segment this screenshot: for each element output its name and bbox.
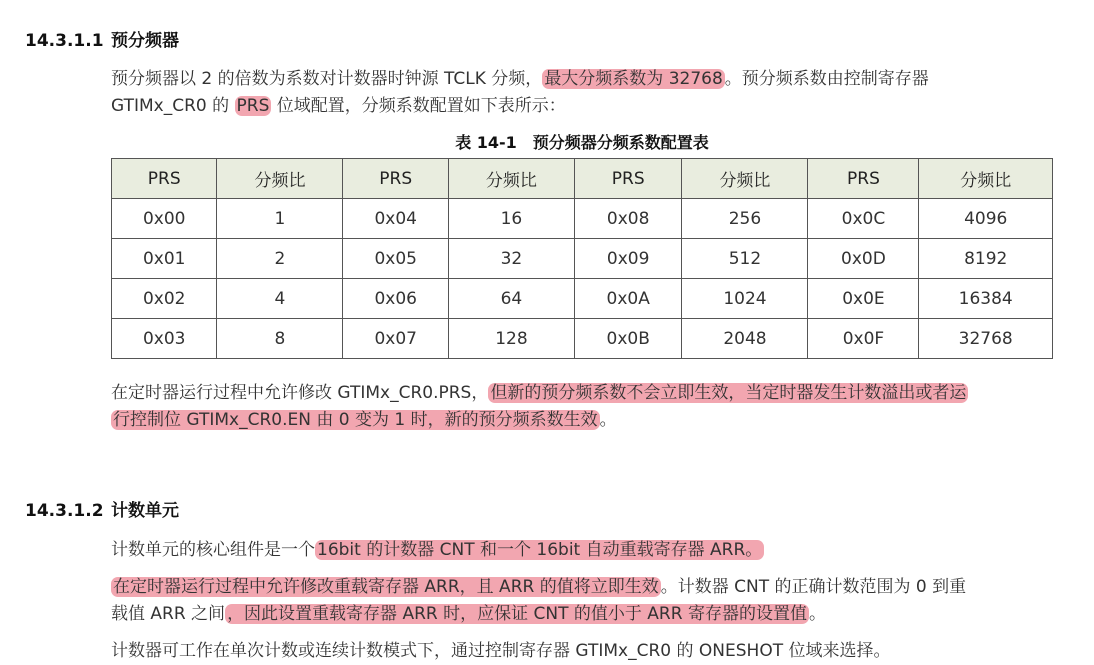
- header-cell: PRS: [343, 159, 448, 199]
- table-row: [112, 239, 1053, 279]
- text-run: 。计数器 CNT 的正确计数范围为 0 到重: [660, 577, 967, 597]
- highlight-run: ，因此设置重载寄存器 ARR 时，应保证 CNT 的值小于 ARR 寄存器的设置值: [227, 604, 807, 624]
- table-cell: 0x0A: [574, 279, 682, 319]
- table-cell: 0x0B: [574, 319, 682, 359]
- table-cell: 512: [682, 239, 808, 279]
- table-cell: 4096: [919, 199, 1053, 239]
- text-run: 位域配置，分频系数配置如下表所示：: [271, 96, 566, 116]
- table-cell: 8: [217, 319, 343, 359]
- section-title: 预分频器: [111, 31, 179, 51]
- table-cell: 0x0D: [808, 239, 919, 279]
- text-run: 预分频器以 2 的倍数为系数对计数器时钟源 TCLK 分频，: [111, 69, 543, 89]
- table-cell: 128: [448, 319, 574, 359]
- table-header-row: [112, 159, 1053, 199]
- highlight-run: 但新的预分频系数不会立即生效，当定时器发生计数溢出或者运: [490, 383, 967, 403]
- table-row: [112, 319, 1053, 359]
- text-run: GTIMx_CR0 的: [111, 96, 235, 116]
- header-cell: PRS: [112, 159, 217, 199]
- table-cell: 256: [682, 199, 808, 239]
- prescaler-table: [111, 158, 1053, 359]
- text-run: 在定时器运行过程中允许修改 GTIMx_CR0.PRS，: [111, 383, 489, 403]
- section-title: 计数单元: [111, 501, 179, 521]
- table-cell: 8192: [919, 239, 1053, 279]
- header-cell: 分频比: [919, 159, 1053, 199]
- counter-arr-paragraph: [111, 574, 1061, 628]
- highlight-run: PRS: [236, 96, 270, 116]
- table-cell: 16: [448, 199, 574, 239]
- highlight-run: 16bit 的计数器 CNT 和一个 16bit 自动重载寄存器 ARR。: [317, 540, 763, 560]
- highlight-run: 行控制位 GTIMx_CR0.EN 由 0 变为 1 时，新的预分频系数生效: [113, 410, 598, 430]
- counter-mode-paragraph: [111, 638, 1061, 665]
- table-cell: 0x05: [343, 239, 448, 279]
- table-cell: 0x0E: [808, 279, 919, 319]
- section-heading-prescaler: [25, 26, 179, 51]
- table-cell: 0x09: [574, 239, 682, 279]
- text-run: 。预分频系数由控制寄存器: [724, 69, 929, 89]
- table-cell: 2: [217, 239, 343, 279]
- section-number: 14.3.1.2: [25, 501, 104, 521]
- table-cell: 32768: [919, 319, 1053, 359]
- header-cell: PRS: [574, 159, 682, 199]
- table-caption: 表 14-1 预分频器分频系数配置表: [455, 133, 709, 152]
- table-cell: 2048: [682, 319, 808, 359]
- table-cell: 4: [217, 279, 343, 319]
- table-cell: 0x08: [574, 199, 682, 239]
- table-cell: 0x01: [112, 239, 217, 279]
- prescaler-paragraph: [111, 66, 1061, 120]
- table-cell: 0x00: [112, 199, 217, 239]
- prescaler-note-paragraph: [111, 380, 1061, 434]
- table-row: [112, 199, 1053, 239]
- text-run: 。: [808, 604, 826, 624]
- header-cell: 分频比: [448, 159, 574, 199]
- table-cell: 0x06: [343, 279, 448, 319]
- section-heading-counter-unit: [25, 496, 179, 521]
- table-row: [112, 279, 1053, 319]
- table-cell: 64: [448, 279, 574, 319]
- text-run: 计数器可工作在单次计数或连续计数模式下，通过控制寄存器 GTIMx_CR0 的 ONESHOT 位域来选择。: [111, 641, 891, 661]
- table-cell: 0x07: [343, 319, 448, 359]
- text-run: 载值 ARR 之间: [111, 604, 226, 624]
- text-run: 计数单元的核心组件是一个: [111, 540, 315, 560]
- highlight-run: 最大分频系数为 32768: [544, 69, 723, 89]
- header-cell: 分频比: [217, 159, 343, 199]
- header-cell: 分频比: [682, 159, 808, 199]
- table-cell: 0x03: [112, 319, 217, 359]
- table-cell: 0x0C: [808, 199, 919, 239]
- table-cell: 32: [448, 239, 574, 279]
- table-cell: 0x0F: [808, 319, 919, 359]
- table-cell: 0x02: [112, 279, 217, 319]
- text-run: 。: [599, 410, 617, 430]
- table-cell: 1: [217, 199, 343, 239]
- header-cell: PRS: [808, 159, 919, 199]
- highlight-run: 在定时器运行过程中允许修改重载寄存器 ARR，且 ARR 的值将立即生效: [113, 577, 659, 597]
- counter-core-paragraph: [111, 537, 1061, 564]
- section-number: 14.3.1.1: [25, 31, 104, 51]
- table-cell: 1024: [682, 279, 808, 319]
- table-cell: 0x04: [343, 199, 448, 239]
- table-cell: 16384: [919, 279, 1053, 319]
